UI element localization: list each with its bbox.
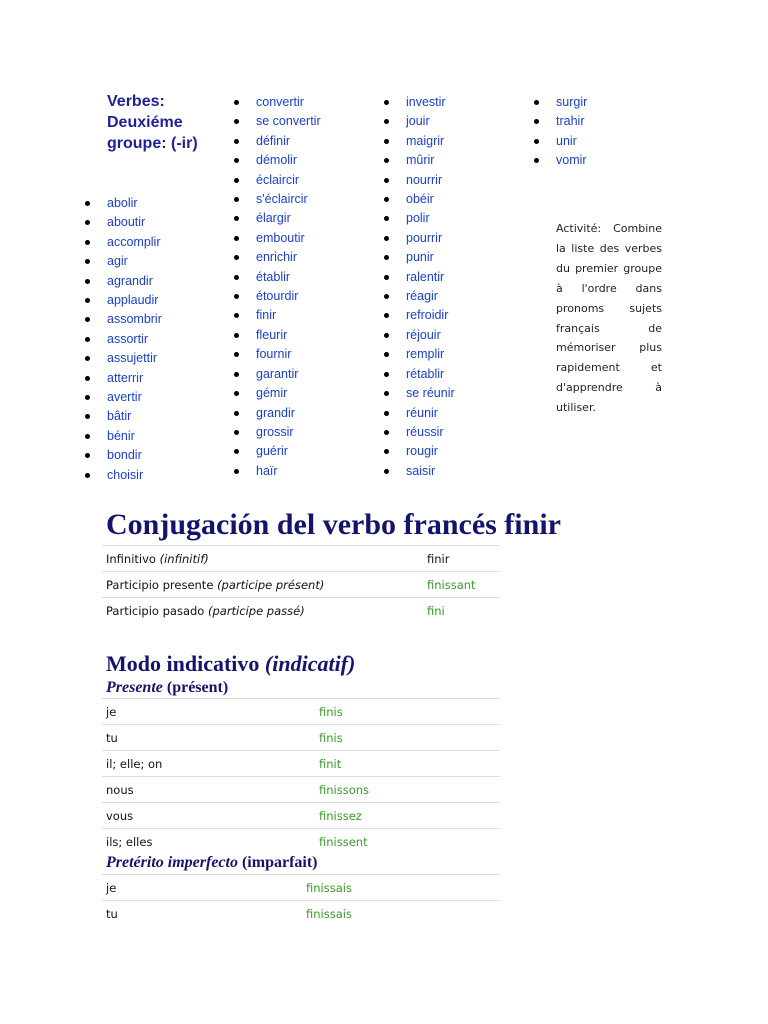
verb-link[interactable]: guérir <box>256 442 321 461</box>
mode-title-es: Modo indicativo <box>106 651 260 676</box>
conjugated-form: finis <box>315 725 500 751</box>
conjugated-form: finit <box>315 751 500 777</box>
form-label <box>102 598 423 624</box>
verb-link[interactable]: rétablir <box>406 365 455 384</box>
verb-link[interactable]: établir <box>256 268 321 287</box>
imperfect-title-es: Pretérito imperfecto <box>106 854 238 871</box>
activity-instructions: Activité: Combine la liste des verbes du premier groupe à l'ordre dans pronoms sujets français de mémoriser plus rapidement et d'apprendre à utiliser. <box>556 222 662 415</box>
verb-link[interactable]: assombrir <box>107 310 162 329</box>
imperfect-tense-title <box>106 854 318 872</box>
verb-list-column-2 <box>256 93 321 481</box>
verb-link[interactable]: garantir <box>256 365 321 384</box>
verb-link[interactable]: saisir <box>406 462 455 481</box>
verb-link[interactable]: étourdir <box>256 287 321 306</box>
verb-link[interactable]: réjouir <box>406 326 455 345</box>
conjugated-form: finissent <box>315 829 500 855</box>
verb-link[interactable]: grandir <box>256 404 321 423</box>
verb-link[interactable]: punir <box>406 248 455 267</box>
verb-link[interactable]: avertir <box>107 388 162 407</box>
verb-link[interactable]: bâtir <box>107 407 162 426</box>
verb-link[interactable]: maigrir <box>406 132 455 151</box>
conjugation-row <box>102 751 500 777</box>
form-label <box>102 546 423 572</box>
verb-link[interactable]: ralentir <box>406 268 455 287</box>
verb-link[interactable]: jouir <box>406 112 455 131</box>
verb-link[interactable]: fleurir <box>256 326 321 345</box>
conjugated-form: finissons <box>315 777 500 803</box>
verb-link[interactable]: gémir <box>256 384 321 403</box>
verb-link[interactable]: unir <box>556 132 587 151</box>
verb-link[interactable]: remplir <box>406 345 455 364</box>
form-row <box>102 546 500 572</box>
verb-list-column-3 <box>406 93 455 481</box>
verb-link[interactable]: finir <box>256 306 321 325</box>
conjugation-row <box>102 829 500 855</box>
verb-link[interactable]: haïr <box>256 462 321 481</box>
verb-link[interactable]: pourrir <box>406 229 455 248</box>
verb-link[interactable]: élargir <box>256 209 321 228</box>
form-row <box>102 572 500 598</box>
conjugation-title: Conjugación del verbo francés finir <box>106 508 561 541</box>
verb-link[interactable]: assortir <box>107 330 162 349</box>
verb-link[interactable]: réunir <box>406 404 455 423</box>
conjugated-form: finissez <box>315 803 500 829</box>
verb-link[interactable]: mûrir <box>406 151 455 170</box>
verb-link[interactable]: fournir <box>256 345 321 364</box>
verb-link[interactable]: emboutir <box>256 229 321 248</box>
verb-link[interactable]: réussir <box>406 423 455 442</box>
verb-link[interactable]: choisir <box>107 466 162 485</box>
heading-line-1: Verbes: <box>107 93 165 110</box>
verb-list-column-4 <box>556 93 587 171</box>
verb-link[interactable]: trahir <box>556 112 587 131</box>
forms-table <box>102 545 500 623</box>
verb-link[interactable]: atterrir <box>107 369 162 388</box>
conjugation-row <box>102 803 500 829</box>
verb-link[interactable]: définir <box>256 132 321 151</box>
present-tense-title <box>106 679 228 697</box>
present-title-fr: (présent) <box>166 679 229 696</box>
verb-link[interactable]: refroidir <box>406 306 455 325</box>
verb-link[interactable]: vomir <box>556 151 587 170</box>
verb-link[interactable]: réagir <box>406 287 455 306</box>
pronoun: nous <box>102 777 315 803</box>
heading-line-2: Deuxiéme <box>107 114 183 131</box>
verb-link[interactable]: assujettir <box>107 349 162 368</box>
pronoun: je <box>102 875 302 901</box>
heading-line-3: groupe: (-ir) <box>107 135 198 152</box>
verb-link[interactable]: agir <box>107 252 162 271</box>
verb-link[interactable]: investir <box>406 93 455 112</box>
form-label <box>102 572 423 598</box>
verb-link[interactable]: polir <box>406 209 455 228</box>
present-table <box>102 698 500 854</box>
conjugation-row <box>102 777 500 803</box>
conjugation-row <box>102 901 500 927</box>
indicative-mode-title <box>106 651 355 677</box>
verb-link[interactable]: aboutir <box>107 213 162 232</box>
imperfect-title-fr: (imparfait) <box>241 854 318 871</box>
verb-link[interactable]: grossir <box>256 423 321 442</box>
conjugation-row <box>102 875 500 901</box>
verb-link[interactable]: enrichir <box>256 248 321 267</box>
verb-link[interactable]: obéir <box>406 190 455 209</box>
form-label-es: Infinitivo <box>106 551 156 566</box>
present-title-es: Presente <box>106 679 163 696</box>
verb-link[interactable]: convertir <box>256 93 321 112</box>
verb-link[interactable]: bénir <box>107 427 162 446</box>
form-label-fr: (participe passé) <box>207 603 305 618</box>
pronoun: vous <box>102 803 315 829</box>
pronoun: je <box>102 699 315 725</box>
mode-title-fr: (indicatif) <box>264 651 356 676</box>
conjugated-form: finissais <box>302 875 500 901</box>
pronoun: ils; elles <box>102 829 315 855</box>
verb-link[interactable]: éclaircir <box>256 171 321 190</box>
form-row <box>102 598 500 624</box>
form-label-es: Participio pasado <box>106 603 205 618</box>
verb-link[interactable]: se réunir <box>406 384 455 403</box>
verb-link[interactable]: agrandir <box>107 272 162 291</box>
verb-link[interactable]: rougir <box>406 442 455 461</box>
verb-link[interactable]: bondir <box>107 446 162 465</box>
conjugated-form: finis <box>315 699 500 725</box>
verb-link[interactable]: accomplir <box>107 233 162 252</box>
verb-link[interactable]: surgir <box>556 93 587 112</box>
form-value: finir <box>423 546 500 572</box>
conjugated-form: finissais <box>302 901 500 927</box>
form-label-fr: (infinitif) <box>159 551 209 566</box>
imperfect-table <box>102 874 500 926</box>
pronoun: tu <box>102 901 302 927</box>
pronoun: tu <box>102 725 315 751</box>
verb-list-column-1 <box>107 194 162 485</box>
form-value: finissant <box>423 572 500 598</box>
verb-link[interactable]: s'éclaircir <box>256 190 321 209</box>
pronoun: il; elle; on <box>102 751 315 777</box>
verbs-heading <box>107 91 227 154</box>
verb-link[interactable]: démolir <box>256 151 321 170</box>
conjugation-row <box>102 699 500 725</box>
conjugation-row <box>102 725 500 751</box>
verb-link[interactable]: se convertir <box>256 112 321 131</box>
form-label-es: Participio presente <box>106 577 214 592</box>
verb-link[interactable]: nourrir <box>406 171 455 190</box>
form-label-fr: (participe présent) <box>217 577 325 592</box>
form-value: fini <box>423 598 500 624</box>
verb-link[interactable]: applaudir <box>107 291 162 310</box>
verb-link[interactable]: abolir <box>107 194 162 213</box>
